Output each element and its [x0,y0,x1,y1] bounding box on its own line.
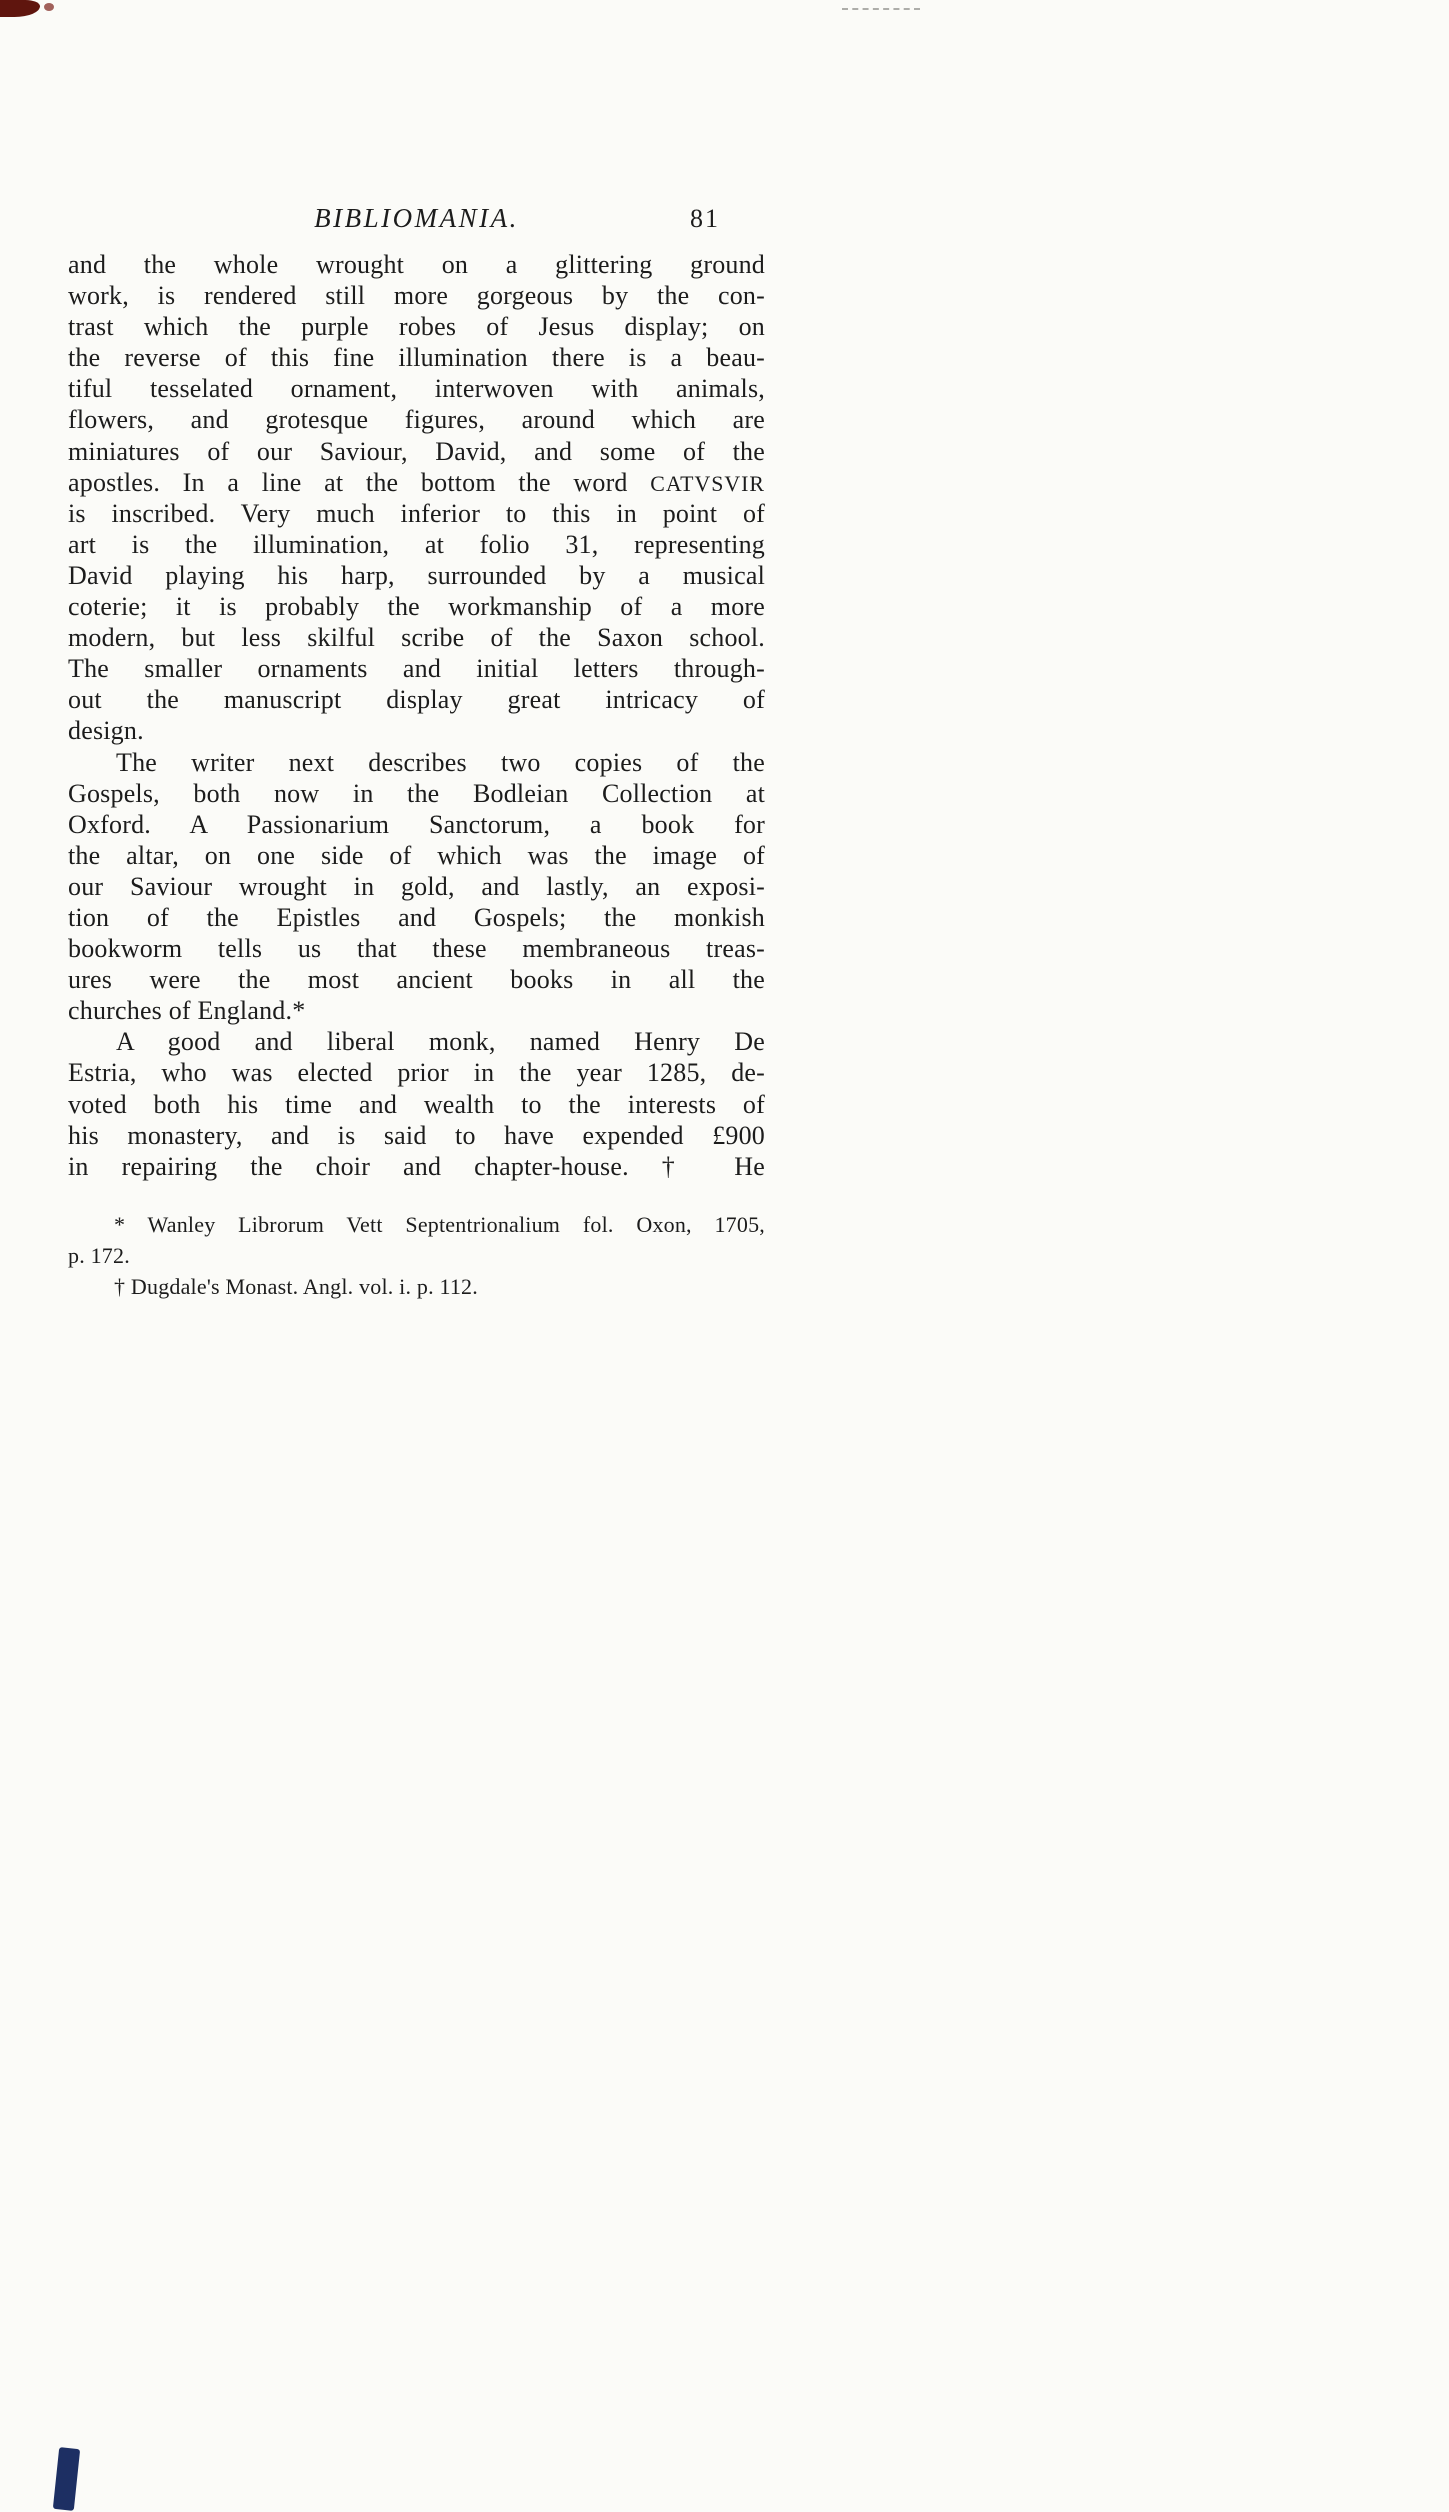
paragraph [68,1026,765,1181]
scan-artifact-bottom-left [53,2447,80,2511]
text-line: coterie; it is probably the workmanship of a more [68,592,765,622]
text-line: out the manuscript display great intricacy of [68,685,765,715]
scan-artifact-top-left [0,0,40,17]
text-line: art is the illumination, at folio 31, representing [68,529,765,559]
text-line: † Dugdale's Monast. Angl. vol. i. p. 112. [114,1274,478,1299]
scan-artifact-dashed-line [842,8,920,10]
text-line: in repairing the choir and chapter-house. † He [68,1151,765,1181]
paragraph [68,747,765,1027]
text-line: the altar, on one side of which was the image of [68,840,765,870]
text-line: his monastery, and is said to have expended £900 [68,1120,765,1150]
text-line: our Saviour wrought in gold, and lastly, an exposi- [68,871,765,901]
footnotes [68,1210,765,1303]
text-line: Estria, who was elected prior in the year 1285, de- [68,1058,765,1088]
text-line: trast which the purple robes of Jesus display; on [68,312,765,342]
text-line: miniatures of our Saviour, David, and some of the [68,436,765,466]
text-line: tion of the Epistles and Gospels; the monkish [68,902,765,932]
text-line: work, is rendered still more gorgeous by the con- [68,281,765,311]
text-line: modern, but less skilful scribe of the Saxon school. [68,623,765,653]
text-line: apostles. In a line at the bottom the word CATVSVIR [68,467,765,497]
text-line: * Wanley Librorum Vett Septentrionalium fol. Oxon, 1705, [114,1211,765,1237]
text-line: The writer next describes two copies of the [116,747,765,777]
text-line: ures were the most ancient books in all the [68,965,765,995]
text-line: David playing his harp, surrounded by a musical [68,560,765,590]
text-line: p. 172. [68,1242,130,1268]
body-paragraphs [68,249,765,1182]
paragraph [68,249,765,747]
text-line: Oxford. A Passionarium Sanctorum, a book for [68,809,765,839]
text-line: bookworm tells us that these membraneous treas- [68,934,765,964]
page-number: 81 [690,204,720,233]
footnote [68,1210,765,1272]
text-line: design. [68,716,144,746]
text-line: and the whole wrought on a glittering ground [68,250,765,279]
text-line: The smaller ornaments and initial letters through- [68,654,765,684]
page-title: BIBLIOMANIA. [314,203,519,233]
text-line: churches of England.* [68,996,306,1026]
text-line: voted both his time and wealth to the interests of [68,1089,765,1119]
footnote [68,1272,765,1303]
text-line: is inscribed. Very much inferior to this in point of [68,498,765,528]
text-block [68,203,765,1303]
page-header [68,203,765,243]
text-line: tiful tesselated ornament, interwoven with animals, [68,374,765,404]
smallcaps-word: CATVSVIR [650,471,765,496]
text-line: flowers, and grotesque figures, around which are [68,405,765,435]
text-line: Gospels, both now in the Bodleian Collection at [68,778,765,808]
text-line: the reverse of this fine illumination there is a beau- [68,343,765,373]
text-line: A good and liberal monk, named Henry De [116,1027,765,1057]
